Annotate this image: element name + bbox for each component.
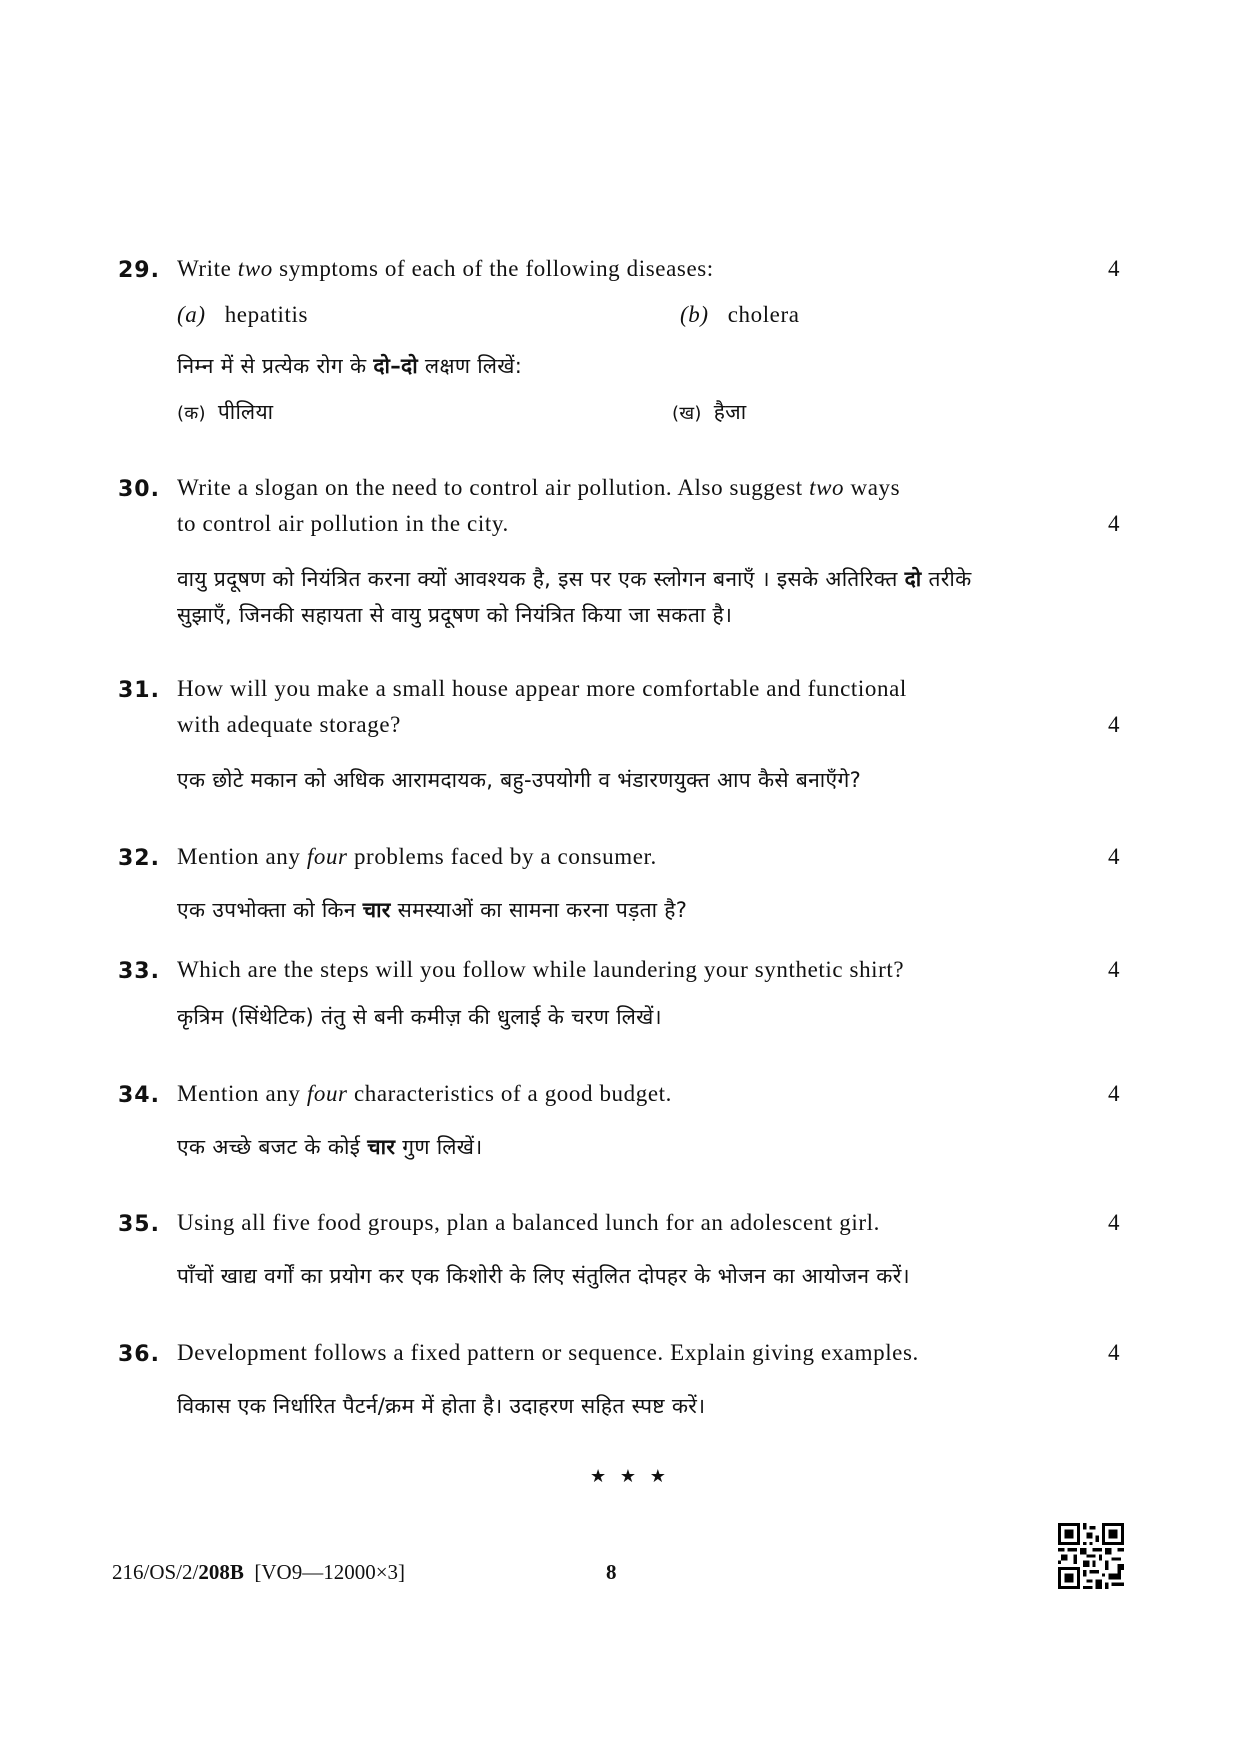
question-text: Mention any four characteristics of a good budget. (177, 1081, 673, 1106)
option-b: (b) cholera (680, 302, 800, 327)
question-number: 34. (118, 1083, 160, 1108)
question-number: 31. (118, 678, 160, 703)
end-marker: ★ ★ ★ (590, 1466, 670, 1487)
question-text-hindi: एक छोटे मकान को अधिक आरामदायक, बहु-उपयोगी व भंडारणयुक्त आप कैसे बनाएँगे? (177, 768, 862, 792)
page-number: 8 (606, 1560, 617, 1584)
question-text-hindi: निम्न में से प्रत्येक रोग के दो–दो लक्षण लिखें: (177, 354, 523, 378)
question-text: Write two symptoms of each of the following diseases: (177, 256, 714, 281)
option-a: (a) hepatitis (177, 302, 309, 327)
option-b-hindi: (ख) हैजा (672, 400, 747, 424)
question-text-hindi: एक अच्छे बजट के कोई चार गुण लिखें। (177, 1135, 483, 1159)
question-text-line2: with adequate storage? (177, 712, 401, 737)
question-text: Write a slogan on the need to control air pollution. Also suggest two ways (177, 475, 901, 500)
question-text: Development follows a fixed pattern or sequence. Explain giving examples. (177, 1340, 919, 1365)
question-number: 35. (118, 1212, 160, 1237)
question-number: 33. (118, 959, 160, 984)
question-text: Mention any four problems faced by a consumer. (177, 844, 657, 869)
option-a-hindi: (क) पीलिया (177, 400, 274, 424)
question-text-hindi: पाँचों खाद्य वर्गों का प्रयोग कर एक किशोरी के लिए संतुलित दोपहर के भोजन का आयोजन करें। (177, 1264, 910, 1288)
question-text: Which are the steps will you follow while laundering your synthetic shirt? (177, 957, 905, 982)
question-text-hindi: एक उपभोक्ता को किन चार समस्याओं का सामना करना पड़ता है? (177, 898, 688, 922)
marks: 4 (1108, 256, 1120, 281)
question-text-line2: to control air pollution in the city. (177, 511, 509, 536)
paper-code: 216/OS/2/208B [VO9—12000×3] (112, 1560, 406, 1584)
marks: 4 (1108, 712, 1120, 737)
marks: 4 (1108, 844, 1120, 869)
question-text: How will you make a small house appear more comfortable and functional (177, 676, 907, 701)
qr-code-icon (1058, 1523, 1124, 1589)
marks: 4 (1108, 511, 1120, 536)
question-text: Using all five food groups, plan a balanced lunch for an adolescent girl. (177, 1210, 880, 1235)
question-text-hindi: विकास एक निर्धारित पैटर्न/क्रम में होता है। उदाहरण सहित स्पष्ट करें। (177, 1394, 706, 1418)
question-text-hindi-line2: सुझाएँ, जिनकी सहायता से वायु प्रदूषण को नियंत्रित किया जा सकता है। (177, 603, 733, 627)
question-number: 36. (118, 1342, 160, 1367)
question-number: 30. (118, 477, 160, 502)
question-text-hindi: वायु प्रदूषण को नियंत्रित करना क्यों आवश्यक है, इस पर एक स्लोगन बनाएँ । इसके अतिरिक्त दो तरीके (177, 567, 972, 591)
marks: 4 (1108, 1081, 1120, 1106)
marks: 4 (1108, 957, 1120, 982)
question-number: 32. (118, 846, 160, 871)
marks: 4 (1108, 1210, 1120, 1235)
marks: 4 (1108, 1340, 1120, 1365)
question-number: 29. (118, 258, 160, 283)
question-text-hindi: कृत्रिम (सिंथेटिक) तंतु से बनी कमीज़ की धुलाई के चरण लिखें। (177, 1005, 662, 1029)
